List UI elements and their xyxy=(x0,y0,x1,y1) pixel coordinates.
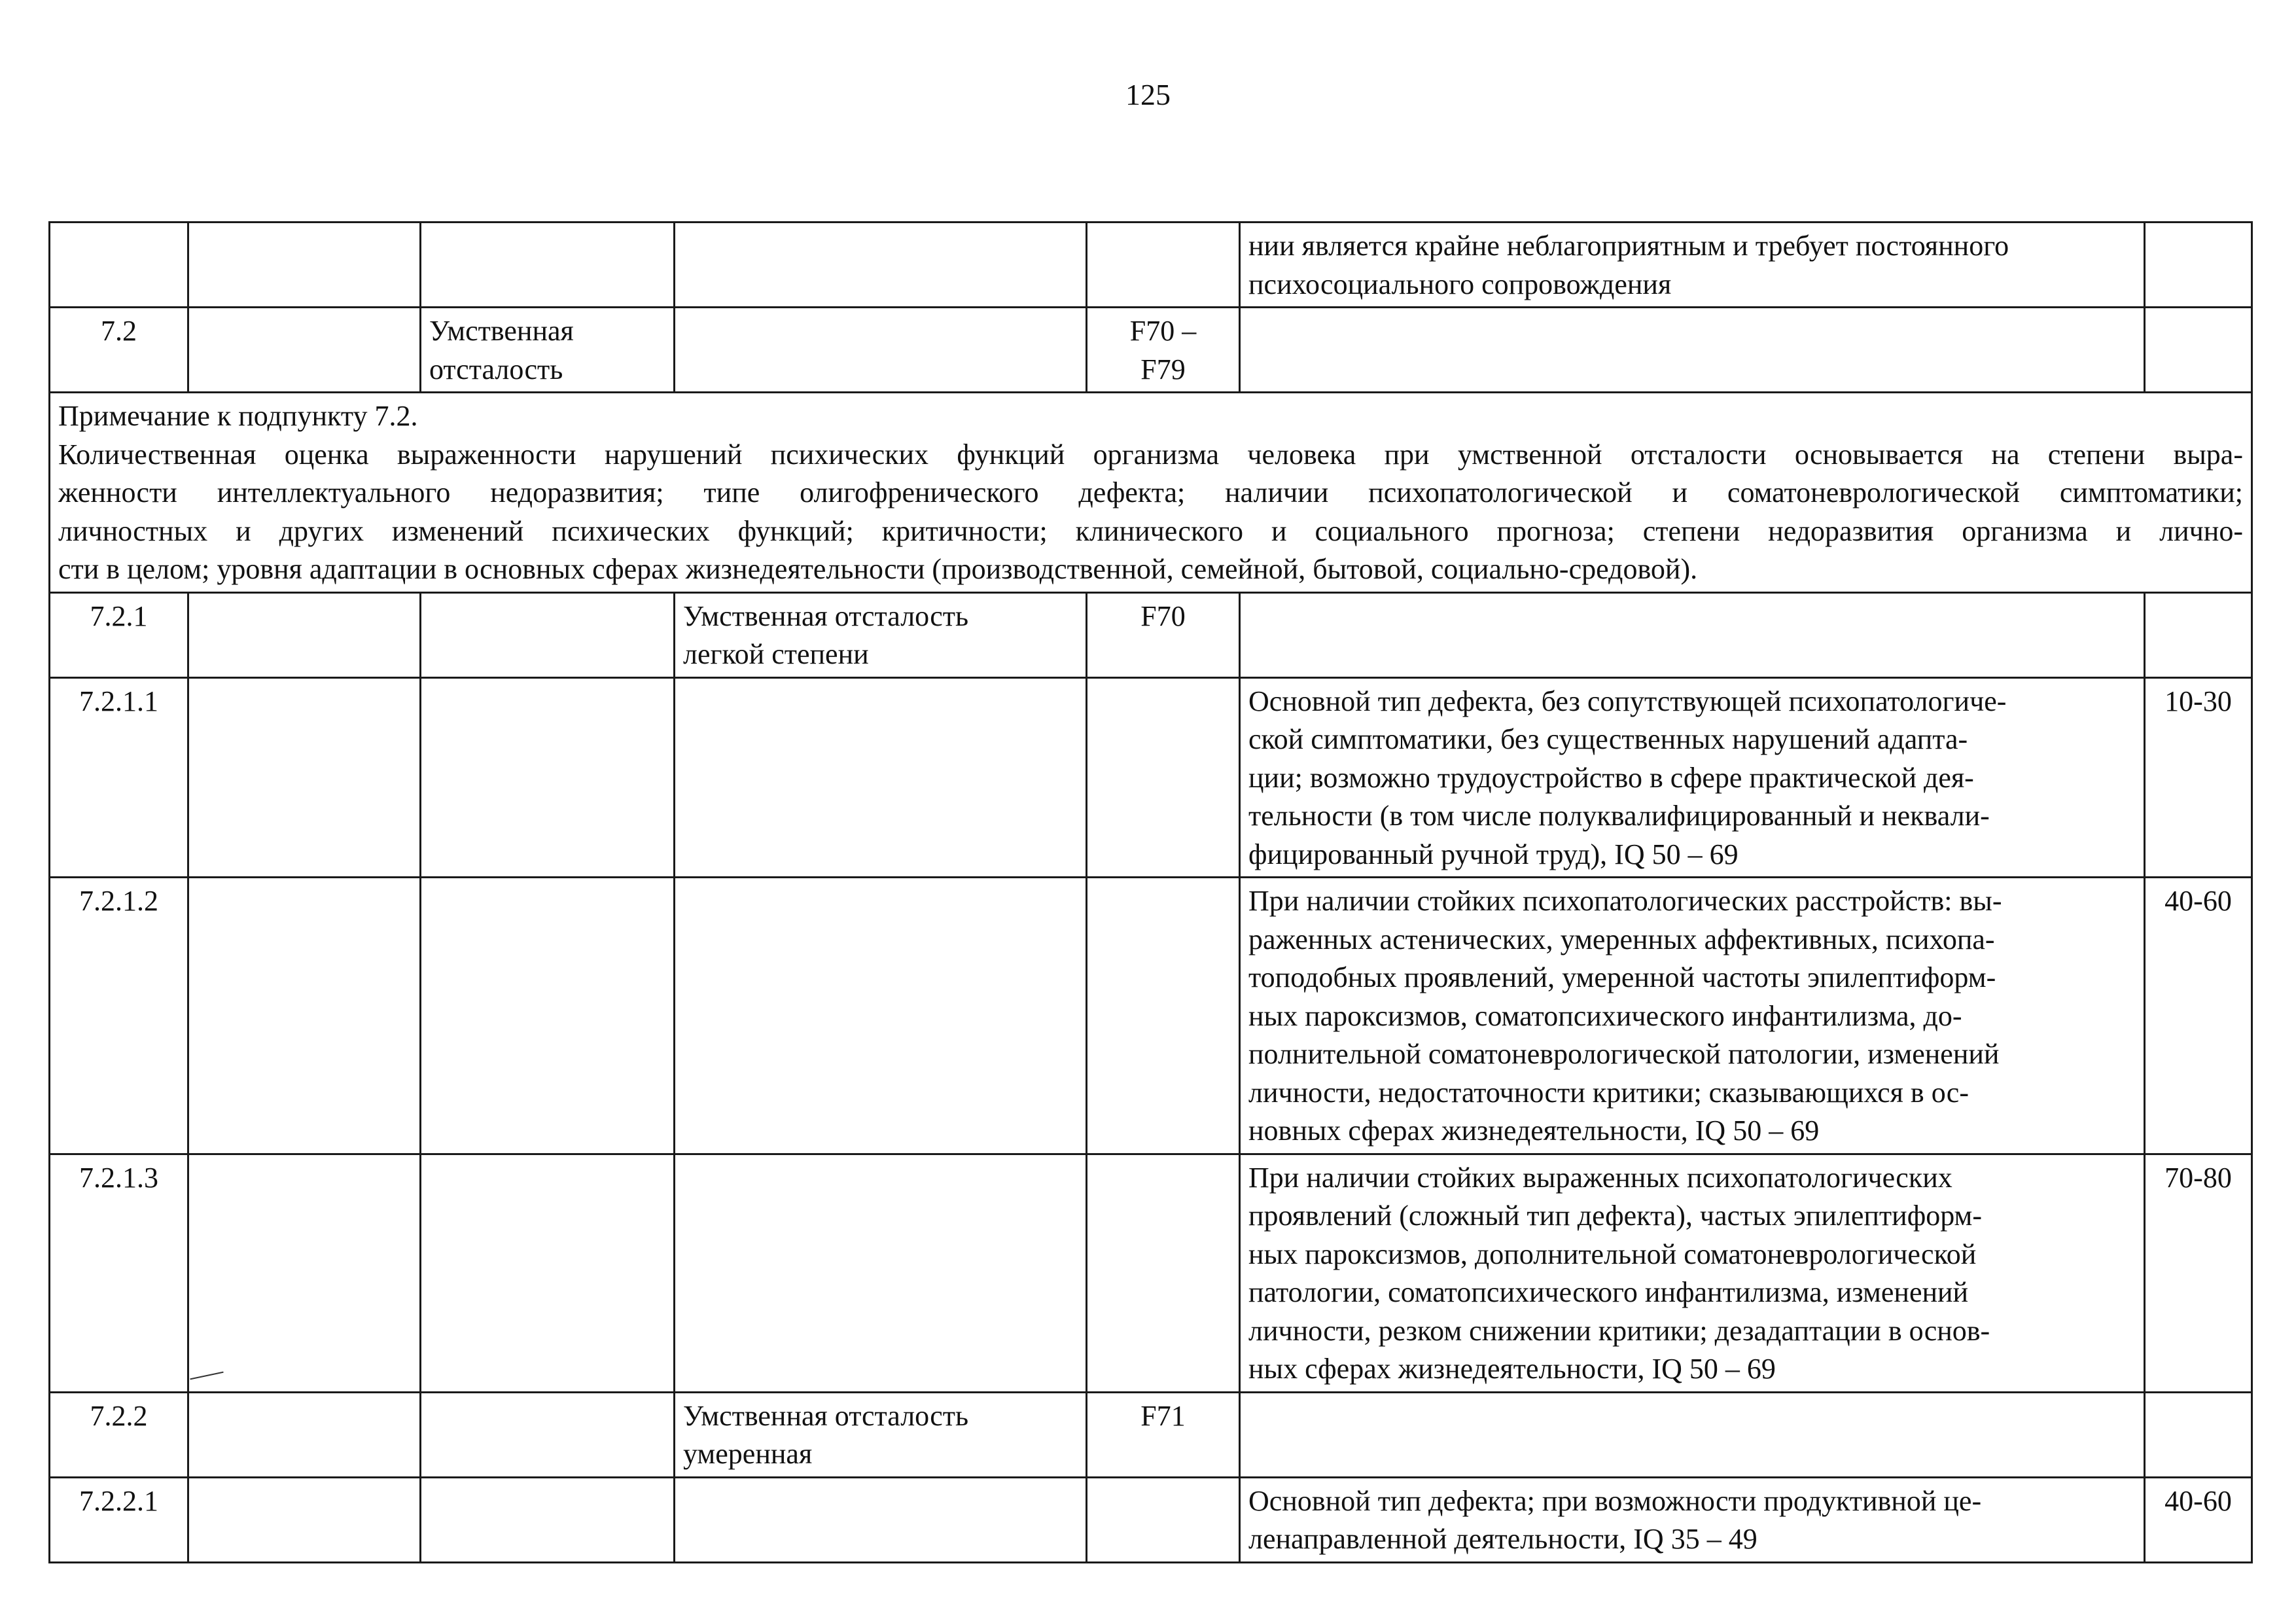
icd-code-cell xyxy=(1087,1477,1240,1562)
cell-line xyxy=(1248,1397,2136,1436)
cell-line: Умственная xyxy=(429,315,574,347)
cell-line xyxy=(683,1482,1078,1521)
percent-range-cell: 70-80 xyxy=(2145,1154,2252,1392)
percent-range-cell xyxy=(2145,308,2252,393)
note-cell xyxy=(50,393,2252,593)
cell-line xyxy=(1095,1159,1231,1198)
cell-line: ции; возможно трудоустройство в сфере практической дея- xyxy=(1248,761,1974,794)
note-title: Примечание к подпункту 7.2. xyxy=(58,400,418,432)
cell-line: легкой степени xyxy=(683,638,869,670)
blank-cell xyxy=(188,308,421,393)
category-cell xyxy=(421,1154,675,1392)
percent-range-cell: 40-60 xyxy=(2145,1477,2252,1562)
cell-line xyxy=(1095,1482,1231,1521)
blank-cell xyxy=(188,878,421,1154)
criteria-description-cell xyxy=(1240,677,2145,878)
category-cell xyxy=(421,677,675,878)
percent-range-cell xyxy=(2145,223,2252,308)
cell-line xyxy=(429,882,665,921)
table-row xyxy=(50,1477,2252,1562)
cell-line xyxy=(429,227,665,266)
blank-cell xyxy=(188,1392,421,1477)
row-code-cell: 7.2.1 xyxy=(50,592,188,677)
icd-code-cell xyxy=(1087,592,1240,677)
icd-code-cell xyxy=(1087,1154,1240,1392)
row-code-cell: 7.2.1.2 xyxy=(50,878,188,1154)
percent-range-cell: 40-60 xyxy=(2145,878,2252,1154)
blank-cell xyxy=(188,223,421,308)
icd-code-cell xyxy=(1087,677,1240,878)
table-row xyxy=(50,878,2252,1154)
cell-line xyxy=(1248,312,2136,351)
blank-cell xyxy=(188,592,421,677)
subcategory-cell xyxy=(675,677,1087,878)
cell-line: личности, резком снижении критики; дезадаптации в основ- xyxy=(1248,1314,1990,1347)
cell-line xyxy=(429,1159,665,1198)
cell-line: Умственная отсталость xyxy=(683,1399,969,1432)
criteria-description-cell xyxy=(1240,308,2145,393)
cell-line: ской симптоматики, без существенных нарушений адапта- xyxy=(1248,723,1968,755)
row-code-cell: 7.2.2.1 xyxy=(50,1477,188,1562)
page-number: 125 xyxy=(1125,78,1171,111)
cell-line: личности, недостаточности критики; сказывающихся в ос- xyxy=(1248,1076,1969,1109)
criteria-description-cell xyxy=(1240,1477,2145,1562)
cell-line xyxy=(429,1397,665,1436)
cell-line xyxy=(683,882,1078,921)
cell-line: патологии, соматопсихического инфантилизма, изменений xyxy=(1248,1276,1969,1308)
cell-line: При наличии стойких психопатологических расстройств: вы- xyxy=(1248,885,2002,917)
cell-line: раженных астенических, умеренных аффективных, психопа- xyxy=(1248,923,1995,955)
cell-line: новных сферах жизнедеятельности, IQ 50 – 69 xyxy=(1248,1115,1820,1147)
cell-line: Умственная отсталость xyxy=(683,599,969,632)
cell-line xyxy=(683,227,1078,266)
cell-line: F79 xyxy=(1140,353,1186,385)
icd-code-cell xyxy=(1087,878,1240,1154)
cell-line: фицированный ручной труд), IQ 50 – 69 xyxy=(1248,838,1739,870)
criteria-description-cell xyxy=(1240,1392,2145,1477)
subcategory-cell xyxy=(675,1154,1087,1392)
icd-code-cell xyxy=(1087,308,1240,393)
cell-line: ленаправленной деятельности, IQ 35 – 49 xyxy=(1248,1523,1757,1555)
row-code-cell: 7.2.1.3 xyxy=(50,1154,188,1392)
category-cell xyxy=(421,1477,675,1562)
cell-line: полнительной соматоневрологической патологии, изменений xyxy=(1248,1038,2000,1070)
cell-line: Основной тип дефекта; при возможности продуктивной це- xyxy=(1248,1484,1982,1517)
subcategory-cell xyxy=(675,1392,1087,1477)
cell-line xyxy=(1248,597,2136,636)
category-cell xyxy=(421,878,675,1154)
subcategory-cell xyxy=(675,223,1087,308)
cell-line: F71 xyxy=(1140,1399,1186,1432)
cell-line: При наличии стойких выраженных психопатологических xyxy=(1248,1161,1952,1194)
table-row xyxy=(50,223,2252,308)
note-line: сти в целом; уровня адаптации в основных сферах жизнедеятельности (производственной, семейной, бытовой, социально-средовой). xyxy=(58,553,1698,585)
note-line: женности интеллектуального недоразвития; типе олигофренического дефекта; наличии психопатологической и соматоневрологической симптоматики; xyxy=(58,476,2243,508)
criteria-description-cell xyxy=(1240,878,2145,1154)
percent-range-cell xyxy=(2145,592,2252,677)
cell-line: психосоциального сопровождения xyxy=(1248,268,1672,300)
cell-line: умеренная xyxy=(683,1438,813,1470)
row-code-cell xyxy=(50,223,188,308)
row-code-cell: 7.2.1.1 xyxy=(50,677,188,878)
percent-range-cell: 10-30 xyxy=(2145,677,2252,878)
blank-cell xyxy=(188,677,421,878)
cell-line: топодобных проявлений, умеренной частоты эпилептиформ- xyxy=(1248,961,1996,993)
cell-line xyxy=(429,683,665,721)
icd-code-cell xyxy=(1087,223,1240,308)
subcategory-cell xyxy=(675,878,1087,1154)
category-cell xyxy=(421,308,675,393)
cell-line xyxy=(683,312,1078,351)
cell-line: проявлений (сложный тип дефекта), частых эпилептиформ- xyxy=(1248,1200,1983,1232)
cell-line: нии является крайне неблагоприятным и требует постоянного xyxy=(1248,230,2009,262)
note-line: Количественная оценка выраженности нарушений психических функций организма человека при умственной отсталости основывается на степени выра- xyxy=(58,438,2243,471)
row-code-cell: 7.2 xyxy=(50,308,188,393)
table-row xyxy=(50,1154,2252,1392)
blank-cell xyxy=(188,1154,421,1392)
criteria-description-cell xyxy=(1240,592,2145,677)
cell-line: ных пароксизмов, дополнительной соматоневрологической xyxy=(1248,1238,1977,1270)
category-cell xyxy=(421,592,675,677)
cell-line: Основной тип дефекта, без сопутствующей психопатологиче- xyxy=(1248,685,2007,717)
subcategory-cell xyxy=(675,592,1087,677)
icd-code-cell xyxy=(1087,1392,1240,1477)
percent-range-cell xyxy=(2145,1392,2252,1477)
cell-line xyxy=(1095,882,1231,921)
cell-line xyxy=(683,683,1078,721)
cell-line: F70 – xyxy=(1129,315,1197,347)
table-row xyxy=(50,308,2252,393)
cell-line: тельности (в том числе полуквалифицированный и неквали- xyxy=(1248,800,1990,832)
blank-cell xyxy=(188,1477,421,1562)
note-row xyxy=(50,393,2252,593)
note-line: личностных и других изменений психических функций; критичности; клинического и социального прогноза; степени недоразвития организма и лично- xyxy=(58,514,2243,547)
subcategory-cell xyxy=(675,308,1087,393)
cell-line xyxy=(429,597,665,636)
row-code-cell: 7.2.2 xyxy=(50,1392,188,1477)
table-row xyxy=(50,1392,2252,1477)
cell-line: отсталость xyxy=(429,353,563,385)
cell-line xyxy=(683,1159,1078,1198)
table-row xyxy=(50,677,2252,878)
cell-line: F70 xyxy=(1140,599,1186,632)
subcategory-cell xyxy=(675,1477,1087,1562)
cell-line xyxy=(1095,227,1231,266)
cell-line: ных сферах жизнедеятельности, IQ 50 – 69 xyxy=(1248,1353,1776,1385)
category-cell xyxy=(421,223,675,308)
disability-criteria-table xyxy=(48,221,2253,1563)
cell-line xyxy=(429,1482,665,1521)
category-cell xyxy=(421,1392,675,1477)
table-row xyxy=(50,592,2252,677)
cell-line xyxy=(429,266,665,304)
cell-line xyxy=(1095,683,1231,721)
cell-line: ных пароксизмов, соматопсихического инфантилизма, до- xyxy=(1248,999,1962,1032)
criteria-description-cell xyxy=(1240,1154,2145,1392)
criteria-description-cell xyxy=(1240,223,2145,308)
